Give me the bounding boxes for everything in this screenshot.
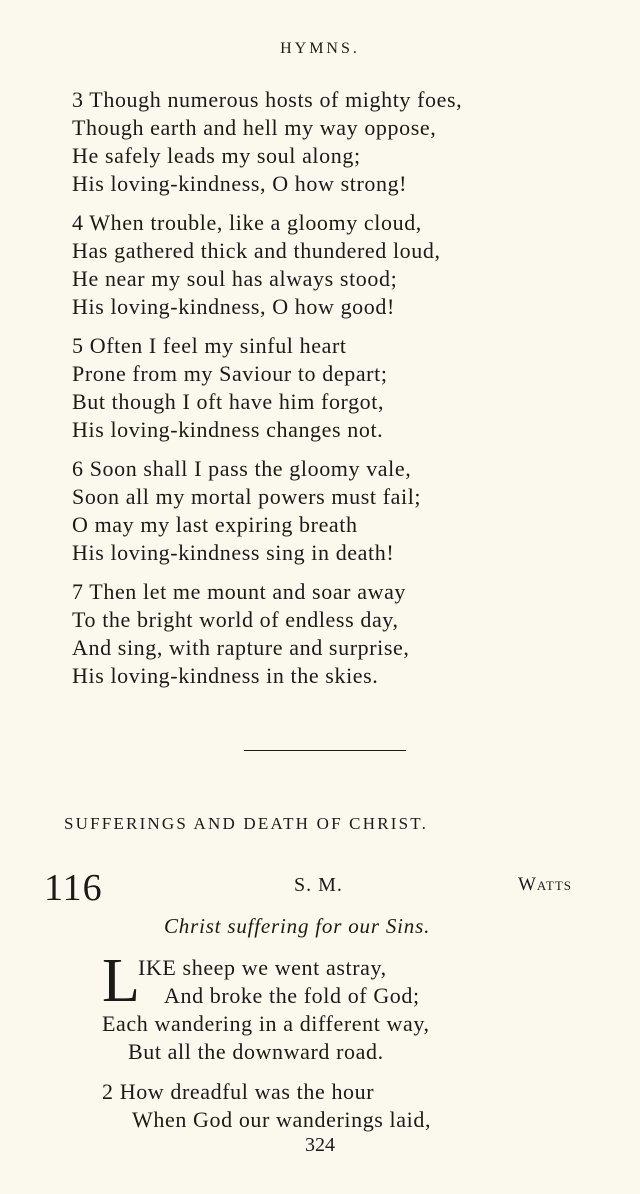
stanza-line: 4 When trouble, like a gloomy cloud, (72, 210, 422, 235)
stanza-line: To the bright world of endless day, (72, 607, 399, 632)
stanza-line: He safely leads my soul along; (72, 143, 361, 168)
stanza-line: His loving-kindness, O how strong! (72, 171, 408, 196)
stanza-line: 7 Then let me mount and soar away (72, 579, 407, 604)
stanza-line: And sing, with rapture and surprise, (72, 635, 410, 660)
verse-line: Each wandering in a different way, (102, 1011, 430, 1036)
stanza-line: His loving-kindness changes not. (72, 417, 384, 442)
hymn-verse-2 (102, 1078, 431, 1134)
hymn-verse-1 (102, 954, 430, 1066)
hymn-meter: S. M. (294, 874, 343, 896)
verse-line: When God our wanderings laid, (132, 1107, 432, 1132)
section-title: SUFFERINGS AND DEATH OF CHRIST. (64, 814, 429, 833)
verse-line: IKE sheep we went astray, (138, 955, 387, 980)
hymn-number: 116 (44, 867, 103, 909)
stanza-6 (72, 455, 421, 567)
stanza-line: He near my soul has always stood; (72, 266, 398, 291)
stanza-line: His loving-kindness, O how good! (72, 294, 395, 319)
stanza-line: His loving-kindness in the skies. (72, 663, 379, 688)
hymn-composer: Watts (518, 874, 572, 895)
verse-line: But all the downward road. (128, 1039, 384, 1064)
running-head: HYMNS. (280, 40, 360, 57)
stanza-7 (72, 578, 410, 690)
stanza-line: Prone from my Saviour to depart; (72, 361, 388, 386)
stanza-line: But though I oft have him forgot, (72, 389, 385, 414)
stanza-line: Has gathered thick and thundered loud, (72, 238, 441, 263)
stanza-line: 6 Soon shall I pass the gloomy vale, (72, 456, 412, 481)
page-number: 324 (305, 1134, 335, 1156)
stanza-line: His loving-kindness sing in death! (72, 540, 395, 565)
section-divider (244, 750, 406, 751)
stanza-3 (72, 86, 462, 198)
verse-line: And broke the fold of God; (164, 983, 420, 1008)
stanza-line: 3 Though numerous hosts of mighty foes, (72, 87, 463, 112)
stanza-line: 5 Often I feel my sinful heart (72, 333, 347, 358)
drop-cap: L (102, 947, 140, 1015)
stanza-5 (72, 332, 388, 444)
stanza-line: O may my last expiring breath (72, 512, 358, 537)
stanza-line: Though earth and hell my way oppose, (72, 115, 437, 140)
stanza-4 (72, 209, 441, 321)
verse-line: 2 How dreadful was the hour (102, 1079, 375, 1104)
hymn-subtitle: Christ suffering for our Sins. (164, 914, 431, 938)
stanza-line: Soon all my mortal powers must fail; (72, 484, 422, 509)
